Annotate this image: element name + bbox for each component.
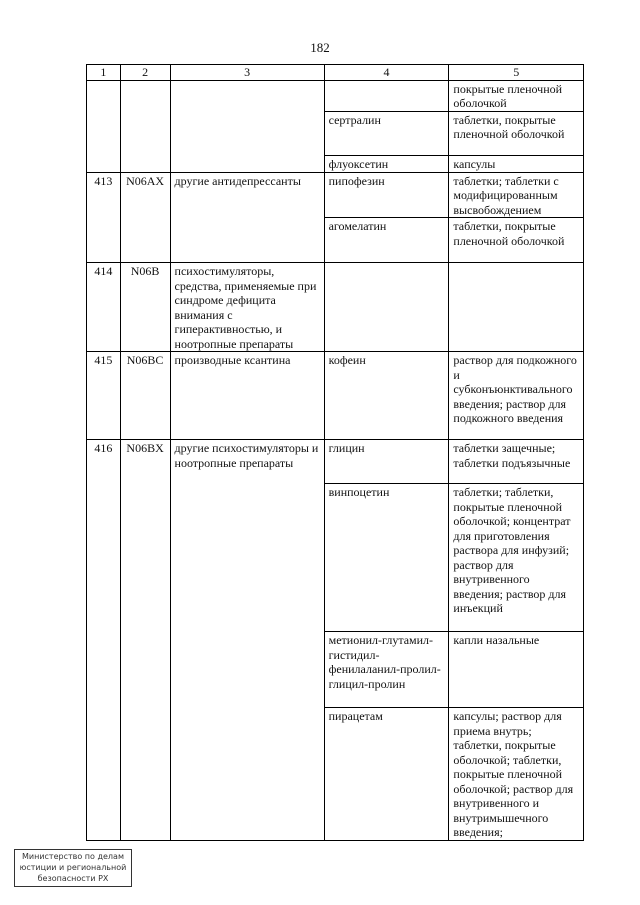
atc-code-cell bbox=[120, 80, 170, 172]
column-header-4: 4 bbox=[324, 65, 449, 81]
substance-cell: агомелатин bbox=[324, 218, 449, 263]
ministry-stamp bbox=[14, 849, 132, 887]
column-header-1: 1 bbox=[87, 65, 121, 81]
table-row bbox=[87, 440, 584, 484]
substance-cell bbox=[324, 80, 449, 111]
row-number-cell: 415 bbox=[87, 352, 121, 440]
group-name-cell: другие антидепрессанты bbox=[170, 172, 324, 263]
dosage-form-cell: таблетки защечные; таблетки подъязычные bbox=[449, 440, 584, 484]
row-number-cell bbox=[87, 80, 121, 172]
row-number-cell: 414 bbox=[87, 263, 121, 352]
atc-code-cell: N06BC bbox=[120, 352, 170, 440]
substance-cell: флуоксетин bbox=[324, 155, 449, 172]
column-header-2: 2 bbox=[120, 65, 170, 81]
column-header-3: 3 bbox=[170, 65, 324, 81]
table-row bbox=[87, 80, 584, 111]
substance-cell bbox=[324, 263, 449, 352]
group-name-cell: производные ксантина bbox=[170, 352, 324, 440]
group-name-cell: психостимуляторы, средства, применяемые при синдроме дефицита внимания с гиперактивностью, и ноотропные препараты bbox=[170, 263, 324, 352]
substance-cell: пирацетам bbox=[324, 708, 449, 841]
dosage-form-cell: капли назальные bbox=[449, 632, 584, 708]
dosage-form-cell: таблетки; таблетки, покрытые пленочной оболочкой; концентрат для приготовления раствора для инфузий; раствор для внутривенного введения; раствор для инъекций bbox=[449, 484, 584, 632]
substance-cell: глицин bbox=[324, 440, 449, 484]
dosage-form-cell: раствор для подкожного и субконъюнктивального введения; раствор для подкожного введения bbox=[449, 352, 584, 440]
substance-cell: сертралин bbox=[324, 111, 449, 155]
page-number: 182 bbox=[310, 40, 330, 55]
dosage-form-cell bbox=[449, 263, 584, 352]
row-number-cell: 416 bbox=[87, 440, 121, 841]
atc-code-cell: N06AX bbox=[120, 172, 170, 263]
group-name-cell: другие психостимуляторы и ноотропные препараты bbox=[170, 440, 324, 841]
substance-cell: метионил-глутамил-гистидил-фенилаланил-пролил-глицил-пролин bbox=[324, 632, 449, 708]
dosage-form-cell: таблетки, покрытые пленочной оболочкой bbox=[449, 218, 584, 263]
stamp-line: Министерство по делам bbox=[22, 852, 124, 861]
column-header-5: 5 bbox=[449, 65, 584, 81]
substance-cell: кофеин bbox=[324, 352, 449, 440]
substance-cell: пипофезин bbox=[324, 172, 449, 218]
drug-list-table bbox=[86, 64, 584, 841]
dosage-form-cell: покрытые пленочной оболочкой bbox=[449, 80, 584, 111]
column-number-row bbox=[87, 65, 584, 81]
stamp-line: безопасности РХ bbox=[37, 874, 109, 883]
dosage-form-cell: капсулы; раствор для приема внутрь; таблетки, покрытые оболочкой; таблетки, покрытые пленочной оболочкой; раствор для внутривенного и внутримышечного введения; bbox=[449, 708, 584, 841]
substance-cell: винпоцетин bbox=[324, 484, 449, 632]
atc-code-cell: N06B bbox=[120, 263, 170, 352]
table-row bbox=[87, 263, 584, 352]
dosage-form-cell: таблетки; таблетки с модифицированным высвобождением bbox=[449, 172, 584, 218]
row-number-cell: 413 bbox=[87, 172, 121, 263]
table-row bbox=[87, 172, 584, 218]
dosage-form-cell: таблетки, покрытые пленочной оболочкой bbox=[449, 111, 584, 155]
atc-code-cell: N06BX bbox=[120, 440, 170, 841]
dosage-form-cell: капсулы bbox=[449, 155, 584, 172]
stamp-line: юстиции и региональной bbox=[19, 863, 127, 872]
group-name-cell bbox=[170, 80, 324, 172]
table-row bbox=[87, 352, 584, 440]
